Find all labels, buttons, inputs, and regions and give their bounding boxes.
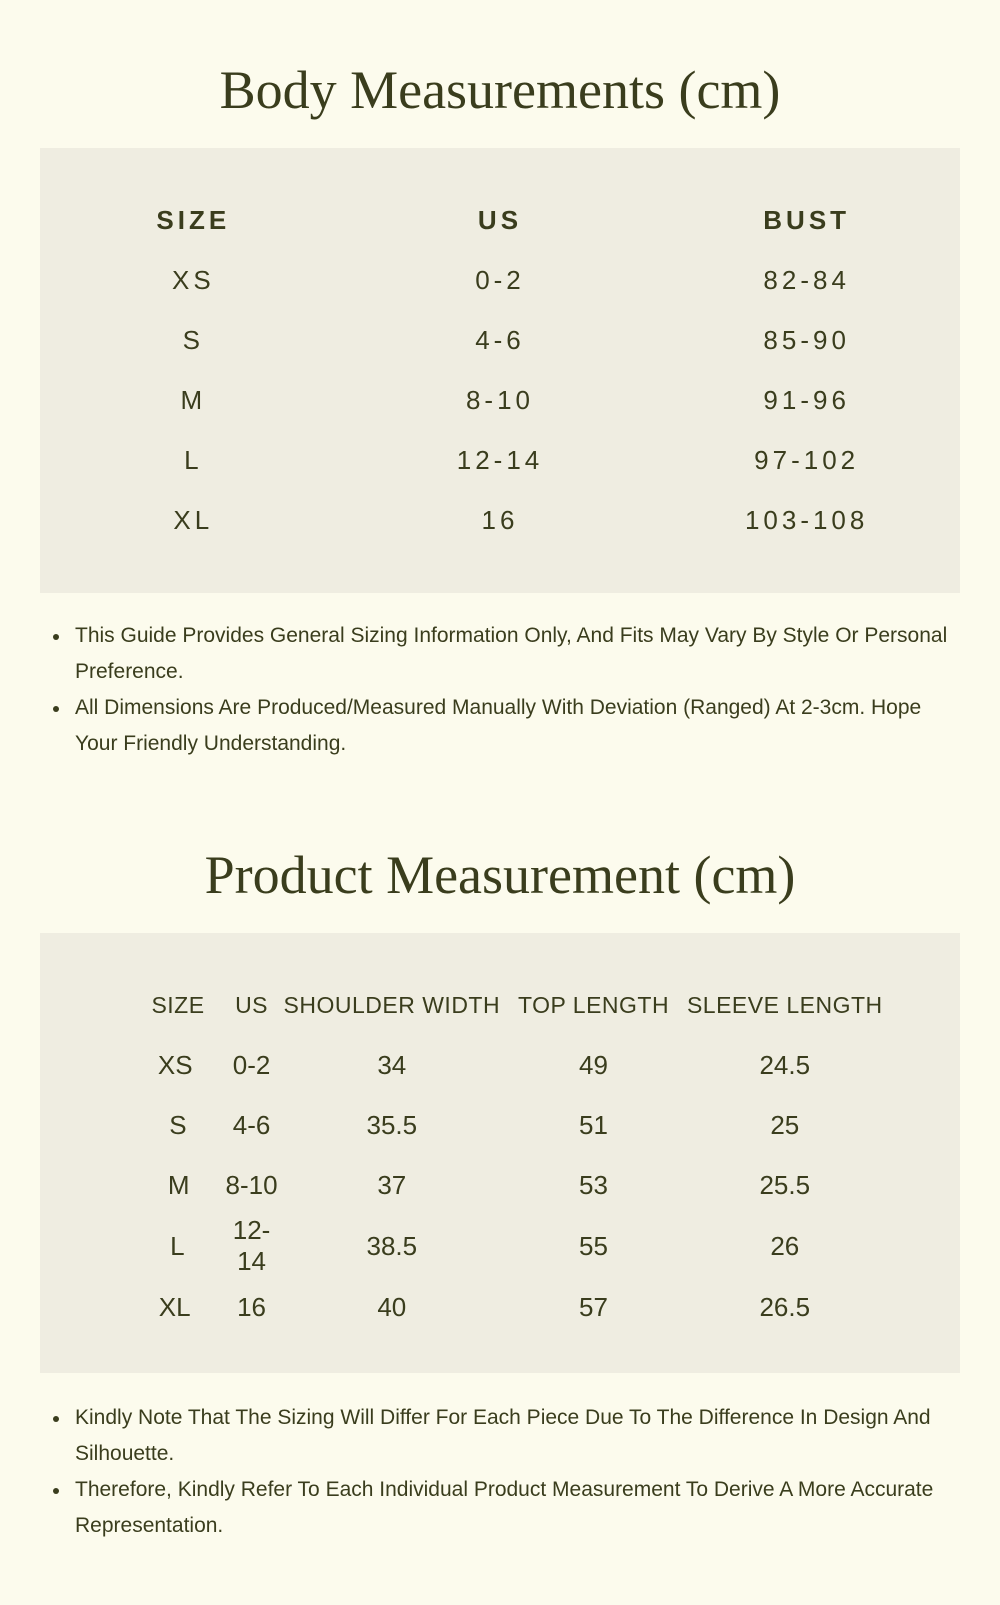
cell-size: S: [182, 324, 204, 355]
body-measurements-notes: [50, 618, 950, 762]
table-row: [40, 1277, 960, 1337]
table-row: [40, 1095, 960, 1155]
cell-size: XS: [157, 1049, 193, 1080]
cell-us: 4-6: [475, 324, 525, 355]
cell-size: M: [180, 384, 207, 415]
cell-shoulder-width: 35.5: [366, 1109, 418, 1140]
column-header-top-length: TOP LENGTH: [517, 991, 670, 1018]
cell-us: 12-14: [232, 1215, 271, 1276]
table-row: [40, 1035, 960, 1095]
table-row: [40, 1215, 960, 1277]
cell-size: S: [169, 1109, 187, 1140]
column-header-size: SIZE: [151, 991, 205, 1018]
cell-top-length: 53: [579, 1169, 608, 1200]
cell-top-length: 57: [579, 1291, 608, 1322]
cell-bust: 85-90: [763, 324, 850, 355]
table-row: [40, 310, 960, 370]
cell-shoulder-width: 38.5: [366, 1230, 418, 1261]
cell-size: XL: [158, 1291, 191, 1322]
cell-sleeve-length: 25.5: [759, 1169, 811, 1200]
cell-top-length: 55: [579, 1230, 608, 1261]
cell-sleeve-length: 25: [770, 1109, 800, 1140]
column-header-shoulder-width: SHOULDER WIDTH: [283, 991, 501, 1018]
cell-shoulder-width: 40: [377, 1291, 407, 1322]
table-row: [40, 490, 960, 550]
cell-us: 0-2: [475, 264, 525, 295]
cell-top-length: 49: [579, 1049, 608, 1080]
cell-top-length: 51: [579, 1109, 608, 1140]
product-measurement-table: [40, 975, 960, 1337]
cell-us: 4-6: [232, 1109, 271, 1140]
cell-bust: 103-108: [744, 504, 869, 535]
column-header-bust: BUST: [763, 204, 851, 235]
table-row: [40, 1155, 960, 1215]
cell-bust: 97-102: [754, 444, 860, 475]
column-header-size: SIZE: [156, 204, 231, 235]
table-row: [40, 430, 960, 490]
cell-us: 12-14: [456, 444, 544, 475]
column-header-us: US: [477, 204, 523, 235]
cell-size: L: [170, 1230, 185, 1261]
body-measurements-title: Body Measurements (cm): [219, 60, 781, 120]
cell-sleeve-length: 24.5: [759, 1049, 811, 1080]
cell-size: XS: [171, 264, 215, 295]
cell-size: M: [167, 1169, 190, 1200]
table-row: [40, 370, 960, 430]
note-item: This Guide Provides General Sizing Information Only, And Fits May Vary By Style Or Personal Preference.: [50, 618, 950, 690]
cell-size: XL: [173, 504, 214, 535]
cell-bust: 82-84: [763, 264, 850, 295]
body-measurements-table-panel: [40, 148, 960, 593]
cell-us: 16: [481, 504, 519, 535]
table-row: [40, 250, 960, 310]
cell-sleeve-length: 26: [770, 1230, 800, 1261]
cell-us: 8-10: [225, 1169, 278, 1200]
table-header-row: [40, 975, 960, 1035]
product-measurement-notes: [50, 1400, 950, 1544]
product-measurement-table-panel: [40, 933, 960, 1373]
note-item: Kindly Note That The Sizing Will Differ For Each Piece Due To The Difference In Design And Silhouette.: [50, 1400, 950, 1472]
cell-shoulder-width: 34: [377, 1049, 407, 1080]
cell-bust: 91-96: [763, 384, 850, 415]
column-header-sleeve-length: SLEEVE LENGTH: [686, 991, 883, 1018]
body-measurements-table: [40, 190, 960, 550]
cell-us: 16: [237, 1291, 266, 1322]
product-measurement-title: Product Measurement (cm): [204, 845, 796, 905]
cell-shoulder-width: 37: [377, 1169, 407, 1200]
table-header-row: [40, 190, 960, 250]
cell-sleeve-length: 26.5: [759, 1291, 811, 1322]
note-item: All Dimensions Are Produced/Measured Manually With Deviation (Ranged) At 2-3cm. Hope Your Friendly Understanding.: [50, 690, 950, 762]
column-header-us: US: [235, 991, 269, 1018]
note-item: Therefore, Kindly Refer To Each Individual Product Measurement To Derive A More Accurate Representation.: [50, 1472, 950, 1544]
cell-size: L: [184, 444, 203, 475]
cell-us: 0-2: [232, 1049, 271, 1080]
cell-us: 8-10: [465, 384, 534, 415]
